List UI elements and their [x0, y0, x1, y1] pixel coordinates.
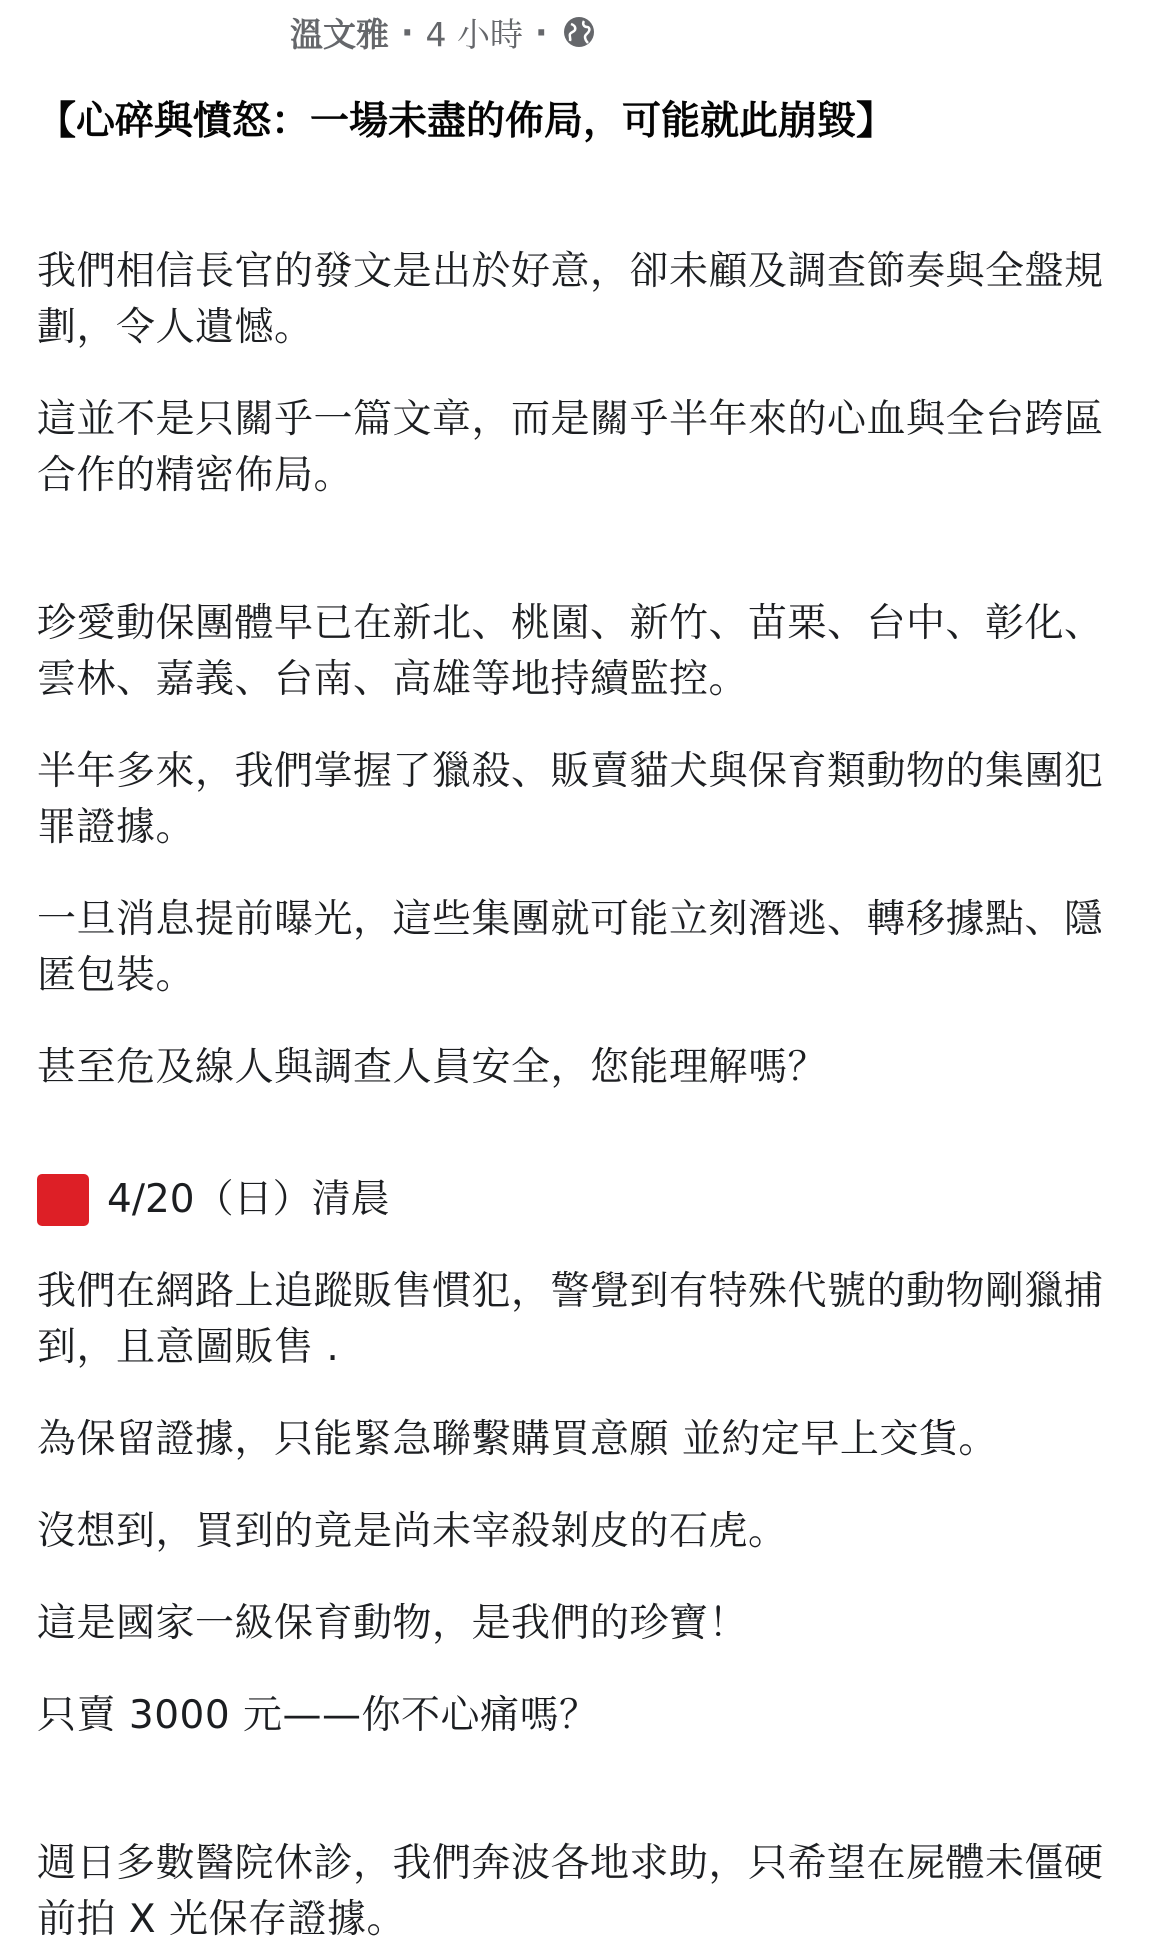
paragraph-10: 這是國家一級保育動物，是我們的珍寶！ [37, 1601, 749, 1646]
date-marker-text: 4/20（日）清晨 [107, 1177, 390, 1222]
header-separator: · [401, 12, 414, 52]
paragraph-7: 我們在網路上追蹤販售慣犯，警覺到有特殊代號的動物剛獵捕到，且意圖販售 . [37, 1269, 1104, 1370]
post-body [37, 94, 1137, 1948]
paragraph-11: 只賣 3000 元——你不心痛嗎？ [37, 1693, 599, 1738]
author-name[interactable]: 溫文雅 [290, 14, 389, 54]
paragraph-1: 我們相信長官的發文是出於好意，卻未顧及調查節奏與全盤規劃，令人遺憾。 [37, 249, 1104, 350]
post-time[interactable]: 4 小時 [425, 14, 524, 54]
post-header [290, 6, 596, 58]
paragraph-2: 這並不是只關乎一篇文章，而是關乎半年來的心血與全台跨區合作的精密佈局。 [37, 397, 1104, 498]
paragraph-5: 一旦消息提前曝光，這些集團就可能立刻潛逃、轉移據點、隱匿包裝。 [37, 897, 1104, 998]
paragraph-6: 甚至危及線人與調查人員安全，您能理解嗎？ [37, 1045, 828, 1090]
paragraph-4: 半年多來，我們掌握了獵殺、販賣貓犬與保育類動物的集團犯罪證據。 [37, 749, 1104, 850]
header-separator-2: · [535, 12, 548, 52]
red-square-icon [37, 1174, 89, 1226]
post-title: 【心碎與憤怒：一場未盡的佈局，可能就此崩毀】 [37, 99, 896, 144]
paragraph-3: 珍愛動保團體早已在新北、桃園、新竹、苗栗、台中、彰化、雲林、嘉義、台南、高雄等地持續監控。 [37, 601, 1104, 702]
paragraph-12: 週日多數醫院休診，我們奔波各地求助，只希望在屍體未僵硬前拍 X 光保存證據。 [37, 1841, 1104, 1942]
date-marker [37, 1172, 1137, 1228]
paragraph-8: 為保留證據，只能緊急聯繫購買意願 並約定早上交貨。 [37, 1417, 998, 1462]
globe-icon[interactable] [562, 15, 596, 49]
paragraph-9: 沒想到，買到的竟是尚未宰殺剝皮的石虎。 [37, 1509, 788, 1554]
